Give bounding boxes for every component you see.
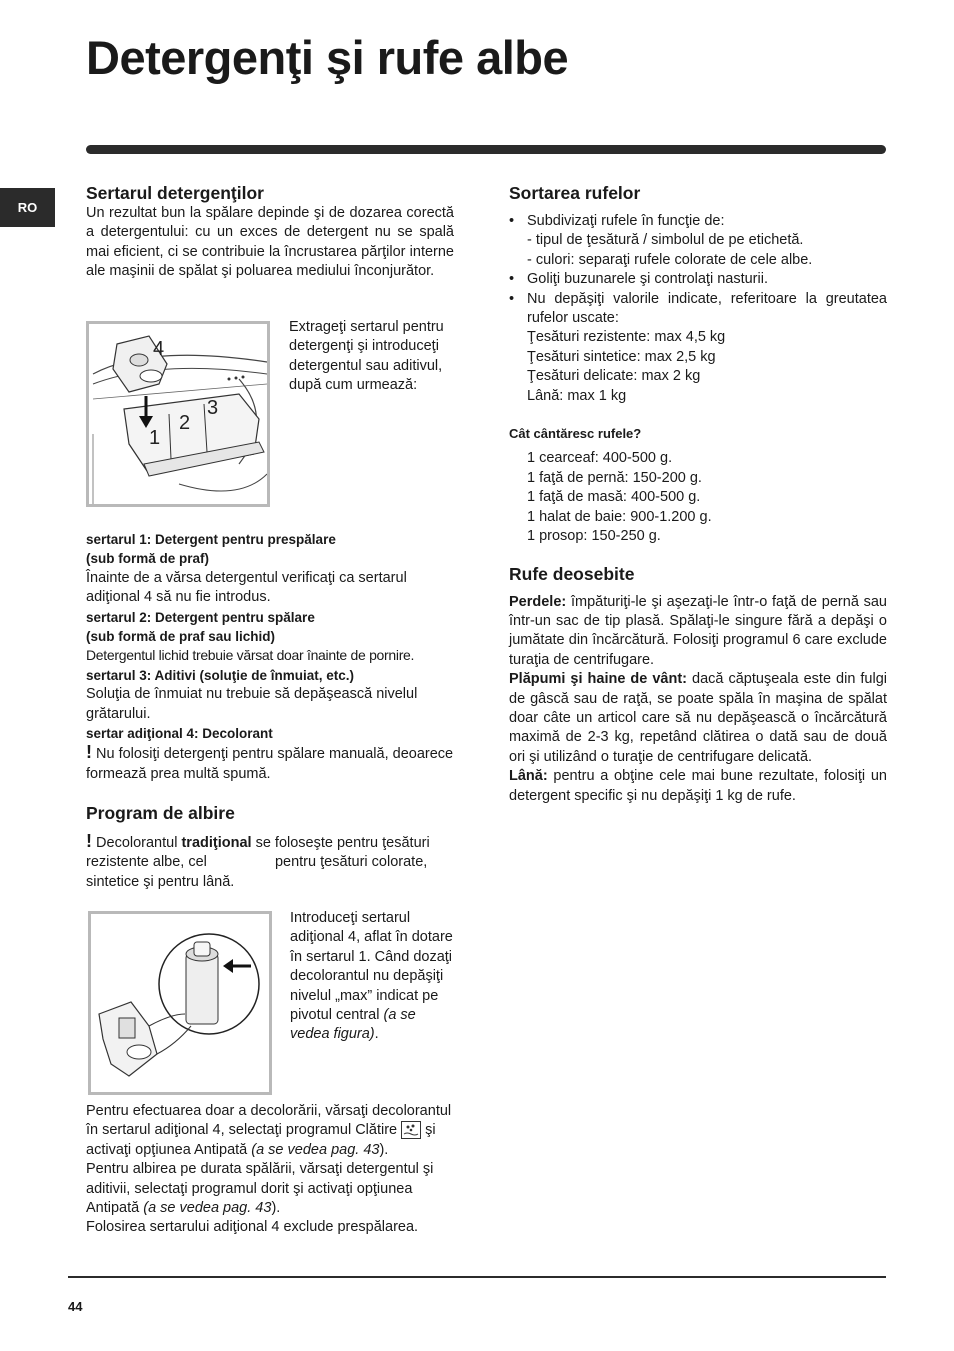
weight-limit: Ţesături sintetice: max 2,5 kg [527,348,716,365]
section-heading-detergent-drawer: Sertarul detergenţilor [86,183,264,203]
bleach-note: ! Decolorantul tradiţional se foloseşte pentru ţesături rezistente albe, cel pentru ţesături colorate, sintetice şi pentru lână. [86,831,430,890]
wool-paragraph: Lână: pentru a obţine cele mai bune rezultate, folosiţi un detergent specific şi nu depăşiţi 1 kg de rufe. [509,768,887,804]
drawer2-title: sertarul 2: Detergent pentru spălare [86,609,315,625]
rinse-icon [401,1121,421,1139]
drawer3-title: sertarul 3: Aditivi (soluţie de înmuiat, etc.) [86,667,355,683]
section-heading-sorting: Sortarea rufelor [509,183,641,203]
weight-limit: Lână: max 1 kg [527,387,627,404]
weigh-item: 1 prosop: 150-250 g. [527,528,661,545]
weigh-item: 1 cearceaf: 400-500 g. [527,450,673,467]
drawer-illustration [89,324,267,504]
drawer1-subtitle: (sub formă de praf) [86,551,210,567]
bleach-cup-figure [88,911,272,1095]
weight-limit: Ţesături delicate: max 2 kg [527,368,701,385]
handwash-warning: ! Nu folosiţi detergenţi pentru spălare manuală, deoarece formează prea multă spumă. [86,742,454,782]
right-column [509,182,887,806]
weight-limit: Ţesături rezistente: max 4,5 kg [527,329,726,346]
page-number: 44 [68,1299,83,1314]
drawer4-title: sertar adiţional 4: Decolorant [86,726,273,742]
drawer2-subtitle: (sub formă de praf sau lichid) [86,629,276,645]
bleach-figure-caption: Introduceţi sertarul adiţional 4, aflat în dotare în sertarul 1. Când dozaţi decolorantul nu depăşiţi nivelul „max” indicat pe pivotul central (a se vedea figura). [290,910,453,1043]
weigh-item: 1 halat de baie: 900-1.200 g. [527,508,712,525]
drawer-descriptions [86,530,456,784]
section-heading-special-items: Rufe deosebite [509,563,635,584]
weigh-heading: Cât cântăresc rufele? [509,426,642,442]
footer-rule [68,1276,886,1278]
bleach-section [86,802,456,892]
sorting-item: • Subdivizaţi rufele în funcţie de: - tipul de ţesătură / simbolul de pe etichetă. - culori: separaţi rufele colorate de cele albe. [509,212,887,270]
title-rule [86,145,886,154]
sorting-item: • Goliţi buzunarele şi controlaţi nasturii. [509,270,887,289]
sorting-item: • Nu depăşiţi valorile indicate, referitoare la greutatea rufelor uscate: Ţesături rezistente: max 4,5 kg Ţesături sintetice: max 2,5 kg Ţesături delicate: max 2 kg Lână: max 1 kg [509,290,887,406]
warning-mark: ! [86,742,92,763]
detergent-intro: Un rezultat bun la spălare depinde şi de dozarea corectă a detergentului: cu un exces de detergent nu se spală mai eficient, ci se contribuie la încrustarea părţilor interne ale maşinii de spălat şi poluarea mediului înconjurător. [86,205,454,280]
page-title: Detergenţi şi rufe albe [86,31,569,84]
duvets-paragraph: Plăpumi şi haine de vânt: dacă căptuşeala este din fulgi de gâscă sau de raţă, se poate spăla în maşina de spălat doar câte un articol care să nu depăşească o încărcătură maximă de 2-3 kg, repetând clătirea o dată sau de două ori şi utilizând o turaţie de centrifugare delicată. [509,671,888,765]
bleach-instructions [86,1102,458,1238]
drawer-label-4: 4 [153,338,165,360]
drawer1-text: Înainte de a vărsa detergentul verificaţi ca sertarul adiţional 4 să nu fie introdus. [86,569,407,606]
drawer-label-3: 3 [207,397,219,419]
language-tab: RO [0,188,55,227]
prewash-exclusion-note: Folosirea sertarului adiţional 4 exclude prespălarea. [86,1219,419,1236]
drawer-figure-caption: Extrageţi sertarul pentru detergenţi şi introduceţi detergentul sau aditivul, după cum urmează: [289,319,444,394]
weigh-item: 1 faţă de pernă: 150-200 g. [527,469,702,486]
drawer1-title: sertarul 1: Detergent pentru prespălare [86,532,336,547]
drawer2-text: Detergentul lichid trebuie vărsat doar înainte de pornire. [86,647,415,664]
warning-mark: ! [86,831,92,851]
sorting-list [509,212,887,406]
bleach-cup-illustration [91,914,269,1092]
drawer3-text: Soluţia de înmuiat nu trebuie să depăşească nivelul grătarului. [86,686,418,722]
left-column [86,182,454,282]
drawer-label-2: 2 [179,412,191,434]
drawer-figure [86,321,270,507]
weigh-item: 1 faţă de masă: 400-500 g. [527,489,701,506]
bleach-only-paragraph: Pentru efectuarea doar a decolorării, vărsaţi decolorantul în sertarul adiţional 4, selectaţi programul Clătire şi activaţi opţiunea Antipată (a se vedea pag. 43). [86,1103,452,1158]
bleach-during-wash-paragraph: Pentru albirea pe durata spălării, vărsaţi detergentul şi aditivii, selectaţi programul dorit şi activaţi opţiunea Antipată (a se vedea pag. 43). [86,1161,434,1217]
weigh-list [509,449,887,546]
drawer-label-1: 1 [149,427,161,449]
section-heading-bleach: Program de albire [86,803,235,823]
curtains-paragraph: Perdele: împăturiţi-le şi aşezaţi-le într-o faţă de pernă sau într-un sac de tip plasă. Spălaţi-le singure fără a depăşi o jumătate din încărcătură. Folosiţi programul 6 care exclude turaţia de centrifugare. [509,593,887,668]
